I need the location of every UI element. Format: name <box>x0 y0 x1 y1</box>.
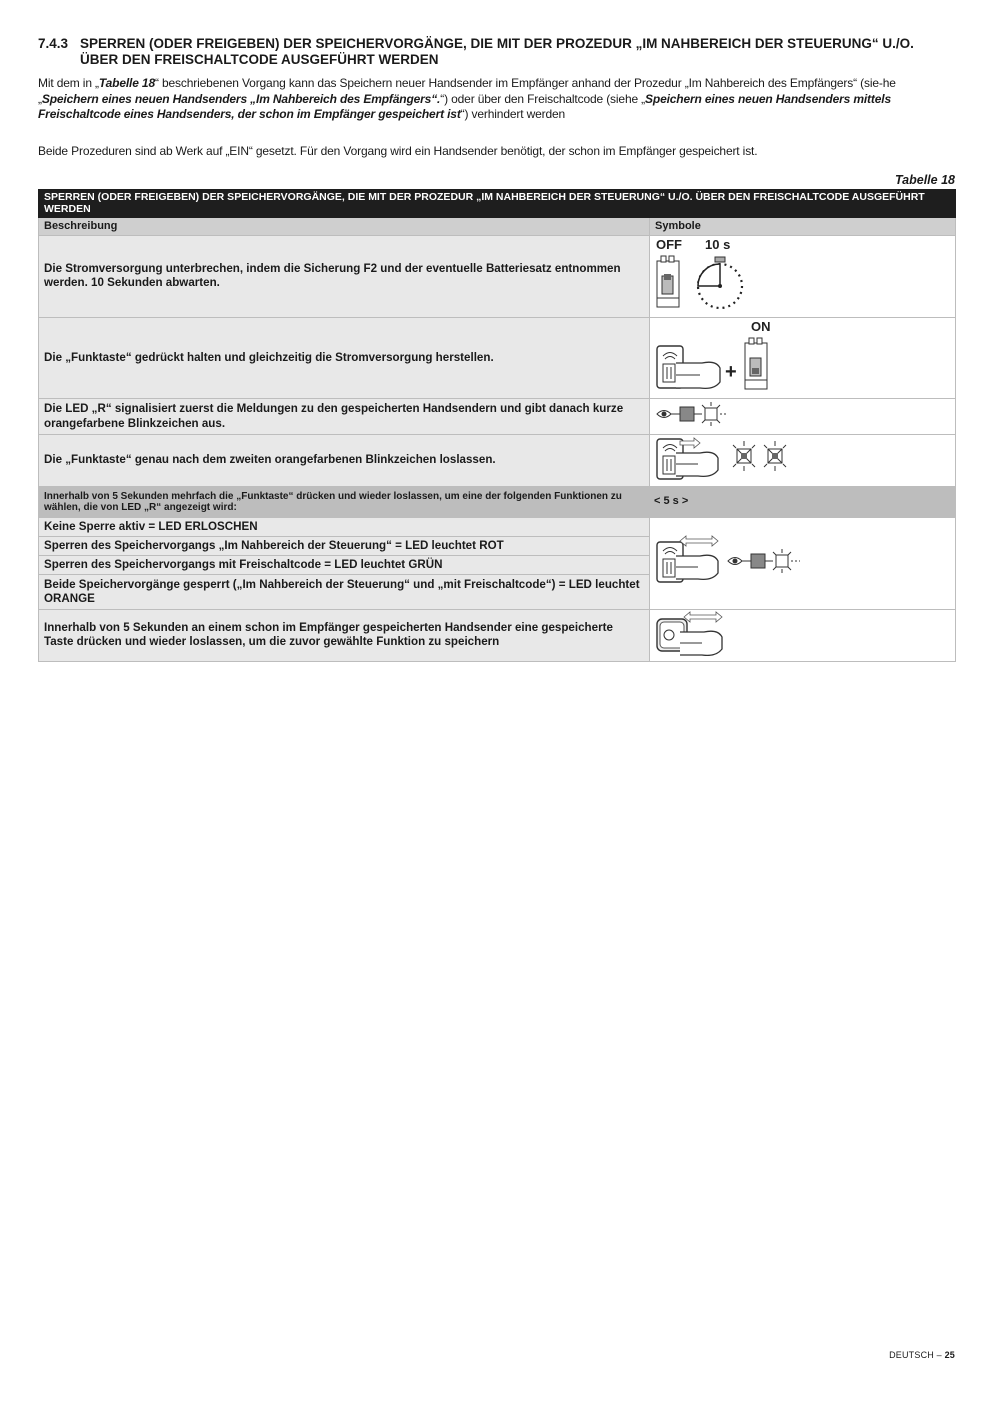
on-label: ON <box>751 318 771 334</box>
row-1-symbols <box>650 236 956 318</box>
row-5-timing: < 5 s > <box>650 487 956 518</box>
row-5-description: Innerhalb von 5 Sekunden mehrfach die „Funktaste“ drücken und wieder loslassen, um eine der folgenden Funktionen zu wählen, die von LED „R“ angezeigt wird: <box>39 487 650 518</box>
blink-led-icon-2 <box>764 441 786 471</box>
hand-release-icon <box>676 438 718 476</box>
led-on-icon <box>680 407 694 421</box>
intro-text-1: Mit dem in „ <box>38 76 99 90</box>
intro-text-4: “) verhindert werden <box>460 107 566 121</box>
fuse-on-icon <box>745 338 767 389</box>
intro-text-2: “ beschriebenen Vorgang kann das Speichern neuer Handsender im Empfänger anhand der Prozedur „Im Nahbereich des Empfängers“ (sie-he „ <box>38 76 896 106</box>
eye-icon <box>657 411 671 418</box>
plus-sign: + <box>725 360 737 383</box>
led-on-icon <box>751 554 765 568</box>
row-3-description: Die LED „R“ signalisiert zuerst die Meldungen zu den gespeicherten Handsendern und gibt danach kurze orangefarbene Blinkzeichen aus. <box>39 399 650 435</box>
table-row <box>39 236 956 318</box>
section-number: 7.4.3 <box>38 36 69 51</box>
table-header: SPERREN (ODER FREIGEBEN) DER SPEICHERVORGÄNGE, DIE MIT DER PROZEDUR „IM NAHBEREICH DER STEUERUNG“ U./O. ÜBER DEN FREISCHALTCODE AUSGEFÜHRT WERDEN <box>39 190 956 218</box>
table-link[interactable]: Tabelle 18 <box>98 76 155 90</box>
section-title-line2: ÜBER DEN FREISCHALTCODE AUSGEFÜHRT WERDEN <box>80 52 439 67</box>
time-label: 10 s <box>705 237 731 252</box>
row-4-description: Die „Funktaste“ genau nach dem zweiten orangefarbenen Blinkzeichen loslassen. <box>39 435 650 487</box>
hand-press-icon <box>676 362 720 388</box>
column-description: Beschreibung <box>39 218 650 236</box>
document-page <box>38 36 955 662</box>
table-reference: Tabelle 18 <box>895 173 955 187</box>
row-1-description: Die Stromversorgung unterbrechen, indem die Sicherung F2 und der eventuelle Batteriesatz entnommen werden. 10 Sekunden abwarten. <box>39 236 650 318</box>
page-footer <box>889 1350 955 1360</box>
row-10-description: Innerhalb von 5 Sekunden an einem schon im Empfänger gespeicherten Handsender eine gespeicherte Taste drücken und wieder loslassen, um die zuvor gewählte Funktion zu speichern <box>39 610 650 662</box>
fuse-icon <box>657 256 679 307</box>
row-2-description: Die „Funktaste“ gedrückt halten und gleichzeitig die Stromversorgung herstellen. <box>39 317 650 399</box>
footer-language: DEUTSCH – <box>889 1350 945 1360</box>
table-row <box>39 317 956 399</box>
option-no-lock: Keine Sperre aktiv = LED ERLOSCHEN <box>39 518 650 537</box>
stopwatch-icon <box>698 257 742 308</box>
blink-led-icon-1 <box>733 441 755 471</box>
row-4-symbols <box>650 435 956 487</box>
hand-multi-press-icon <box>676 536 718 579</box>
multi-press-led-symbol <box>654 534 814 588</box>
section-title-line1: SPERREN (ODER FREIGEBEN) DER SPEICHERVORGÄNGE, DIE MIT DER PROZEDUR „IM NAHBEREICH DER STEUERUNG“ U./O. <box>80 36 914 51</box>
procedure-table <box>38 189 956 662</box>
transmitter-press-symbol <box>654 610 754 656</box>
table-row <box>39 518 956 537</box>
section-heading <box>38 36 955 68</box>
option-lock-freischaltcode: Sperren des Speichervorgangs mit Freischaltcode = LED leuchtet GRÜN <box>39 556 650 575</box>
option-lock-nahbereich: Sperren des Speichervorgangs „Im Nahbereich der Steuerung“ = LED leuchtet ROT <box>39 537 650 556</box>
led-blink-icon <box>702 402 720 426</box>
ref-link-nahbereich[interactable]: Speichern eines neuen Handsenders „Im Nahbereich des Empfängers“. <box>41 91 441 106</box>
column-header-row <box>39 218 956 236</box>
page-number: 25 <box>944 1350 955 1360</box>
table-row <box>39 610 956 662</box>
table-row <box>39 487 956 518</box>
eye-icon <box>728 558 742 565</box>
table-row <box>39 435 956 487</box>
power-off-wait-symbol <box>654 236 794 312</box>
column-symbols: Symbole <box>650 218 956 236</box>
row-2-symbols <box>650 317 956 399</box>
row-3-symbols <box>650 399 956 435</box>
intro-text-3: “) oder über den Freischaltcode (siehe „ <box>440 91 646 106</box>
option-lock-both: Beide Speichervorgänge gesperrt („Im Nahbereich der Steuerung“ und „mit Freischaltcode“) = LED leuchtet ORANGE <box>39 575 650 610</box>
off-label: OFF <box>656 237 682 252</box>
factory-setting-paragraph: Beide Prozeduren sind ab Werk auf „EIN“ gesetzt. Für den Vorgang wird ein Handsender benötigt, der schon im Empfänger gespeichert ist. <box>38 143 758 158</box>
intro-paragraph <box>38 76 955 123</box>
table-row <box>39 399 956 435</box>
row-10-symbols <box>650 610 956 662</box>
table-header-row <box>39 190 956 218</box>
led-signal-symbol <box>654 401 754 427</box>
press-and-power-on-symbol <box>654 318 794 394</box>
option-symbols <box>650 518 956 610</box>
release-after-blink-symbol <box>654 435 804 481</box>
led-blink-icon <box>773 549 791 573</box>
ref-link-freischaltcode[interactable]: Speichern eines neuen Handsenders mittels Freischaltcode eines Handsenders, der schon im Empfänger gespeichert ist <box>38 91 891 121</box>
hand-press-icon <box>680 612 722 655</box>
section-title <box>80 36 955 68</box>
